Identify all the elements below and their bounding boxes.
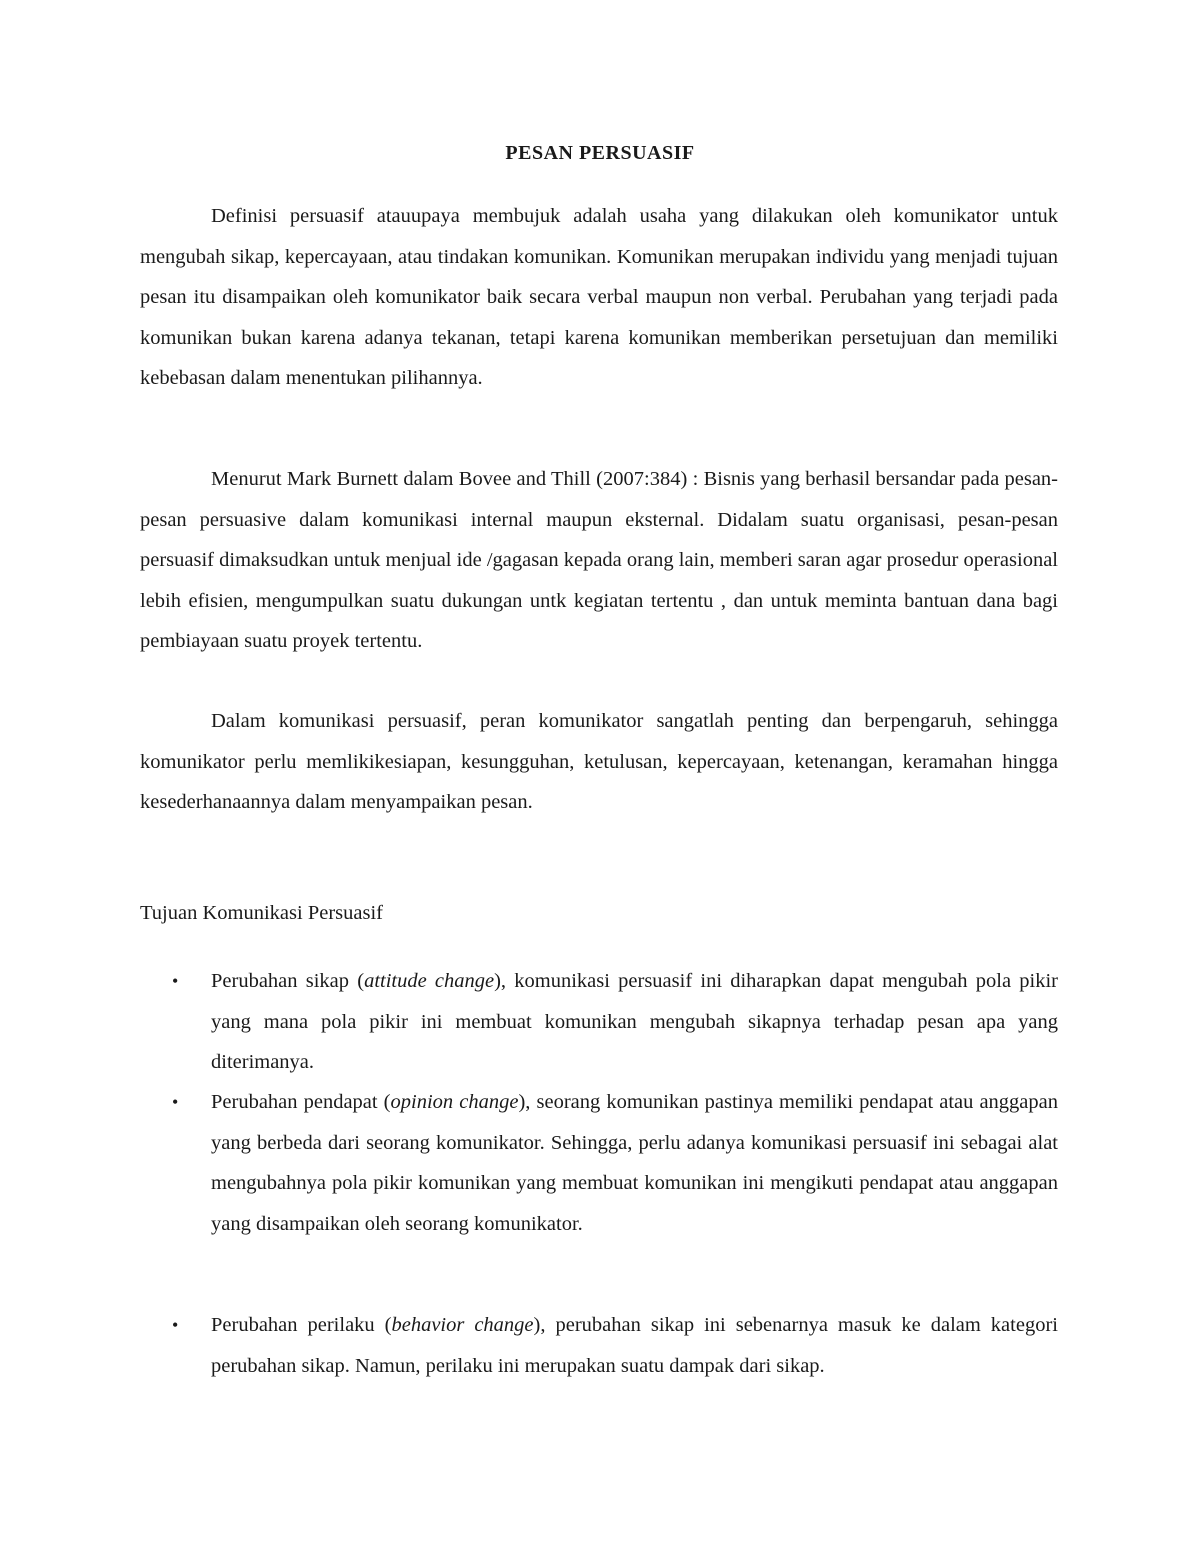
bullet-text: ), komunikasi persuasif ini diharapkan dapat mengubah pola pikir yang mana pola pikir ini membuat komunikan mengubah sikapnya terhadap pesan apa yang diterimanya.: [211, 970, 1058, 1074]
bullet-text: ), perubahan sikap ini sebenarnya masuk ke dalam kategori perubahan sikap. Namun, perilaku ini merupakan suatu dampak dari sikap.: [211, 1314, 1058, 1377]
bullet-icon: •: [172, 1092, 179, 1112]
bullet-icon: •: [172, 971, 179, 991]
paragraph-definition: Definisi persuasif atauupaya membujuk adalah usaha yang dilakukan oleh komunikator untuk mengubah sikap, kepercayaan, atau tindakan komunikan. Komunikan merupakan individu yang menjadi tujuan pesan itu disampaikan oleh komunikator baik secara verbal maupun non verbal. Perubahan yang terjadi pada komunikan bukan karena adanya tekanan, tetapi karena komunikan memberikan persetujuan dan memiliki kebebasan dalam menentukan pilihannya.: [140, 205, 1058, 390]
bullet-term: behavior change: [391, 1314, 534, 1336]
bullet-list-2: [140, 1082, 1058, 1244]
bullet-text: ), seorang komunikan pastinya memiliki pendapat atau anggapan yang berbeda dari seorang komunikator. Sehingga, perlu adanya komunikasi persuasif ini sebagai alat mengubahnya pola pikir komunikan yang membuat komunikan ini mengikuti pendapat atau anggapan yang disampaikan oleh seorang komunikator.: [211, 1091, 1059, 1235]
bullet-list-1: [140, 961, 1058, 1083]
list-item: [140, 1082, 1058, 1244]
bullet-term: attitude change: [364, 970, 495, 992]
paragraph-role: Dalam komunikasi persuasif, peran komunikator sangatlah penting dan berpengaruh, sehingga komunikator perlu memlikikesiapan, kesungguhan, ketulusan, kepercayaan, ketenangan, keramahan hingga kesederhanaannya dalam menyampaikan pesan.: [140, 710, 1058, 814]
section-heading: Tujuan Komunikasi Persuasif: [140, 902, 383, 924]
bullet-icon: •: [172, 1315, 179, 1335]
bullet-term: opinion change: [390, 1091, 519, 1113]
bullet-list-3: [140, 1305, 1058, 1386]
bullet-lead: Perubahan sikap (: [211, 970, 365, 992]
bullet-lead: Perubahan pendapat (: [211, 1091, 391, 1113]
page-title: PESAN PERSUASIF: [505, 142, 695, 164]
paragraph-burnett: Menurut Mark Burnett dalam Bovee and Thill (2007:384) : Bisnis yang berhasil bersandar pada pesan-pesan persuasive dalam komunikasi internal maupun eksternal. Didalam suatu organisasi, pesan-pesan persuasif dimaksudkan untuk menjual ide /gagasan kepada orang lain, memberi saran agar prosedur operasional lebih efisien, mengumpulkan suatu dukungan untk kegiatan tertentu , dan untuk meminta bantuan dana bagi pembiayaan suatu proyek tertentu.: [140, 468, 1058, 653]
bullet-lead: Perubahan perilaku (: [211, 1314, 392, 1336]
list-item: [140, 1305, 1058, 1386]
list-item: [140, 961, 1058, 1083]
